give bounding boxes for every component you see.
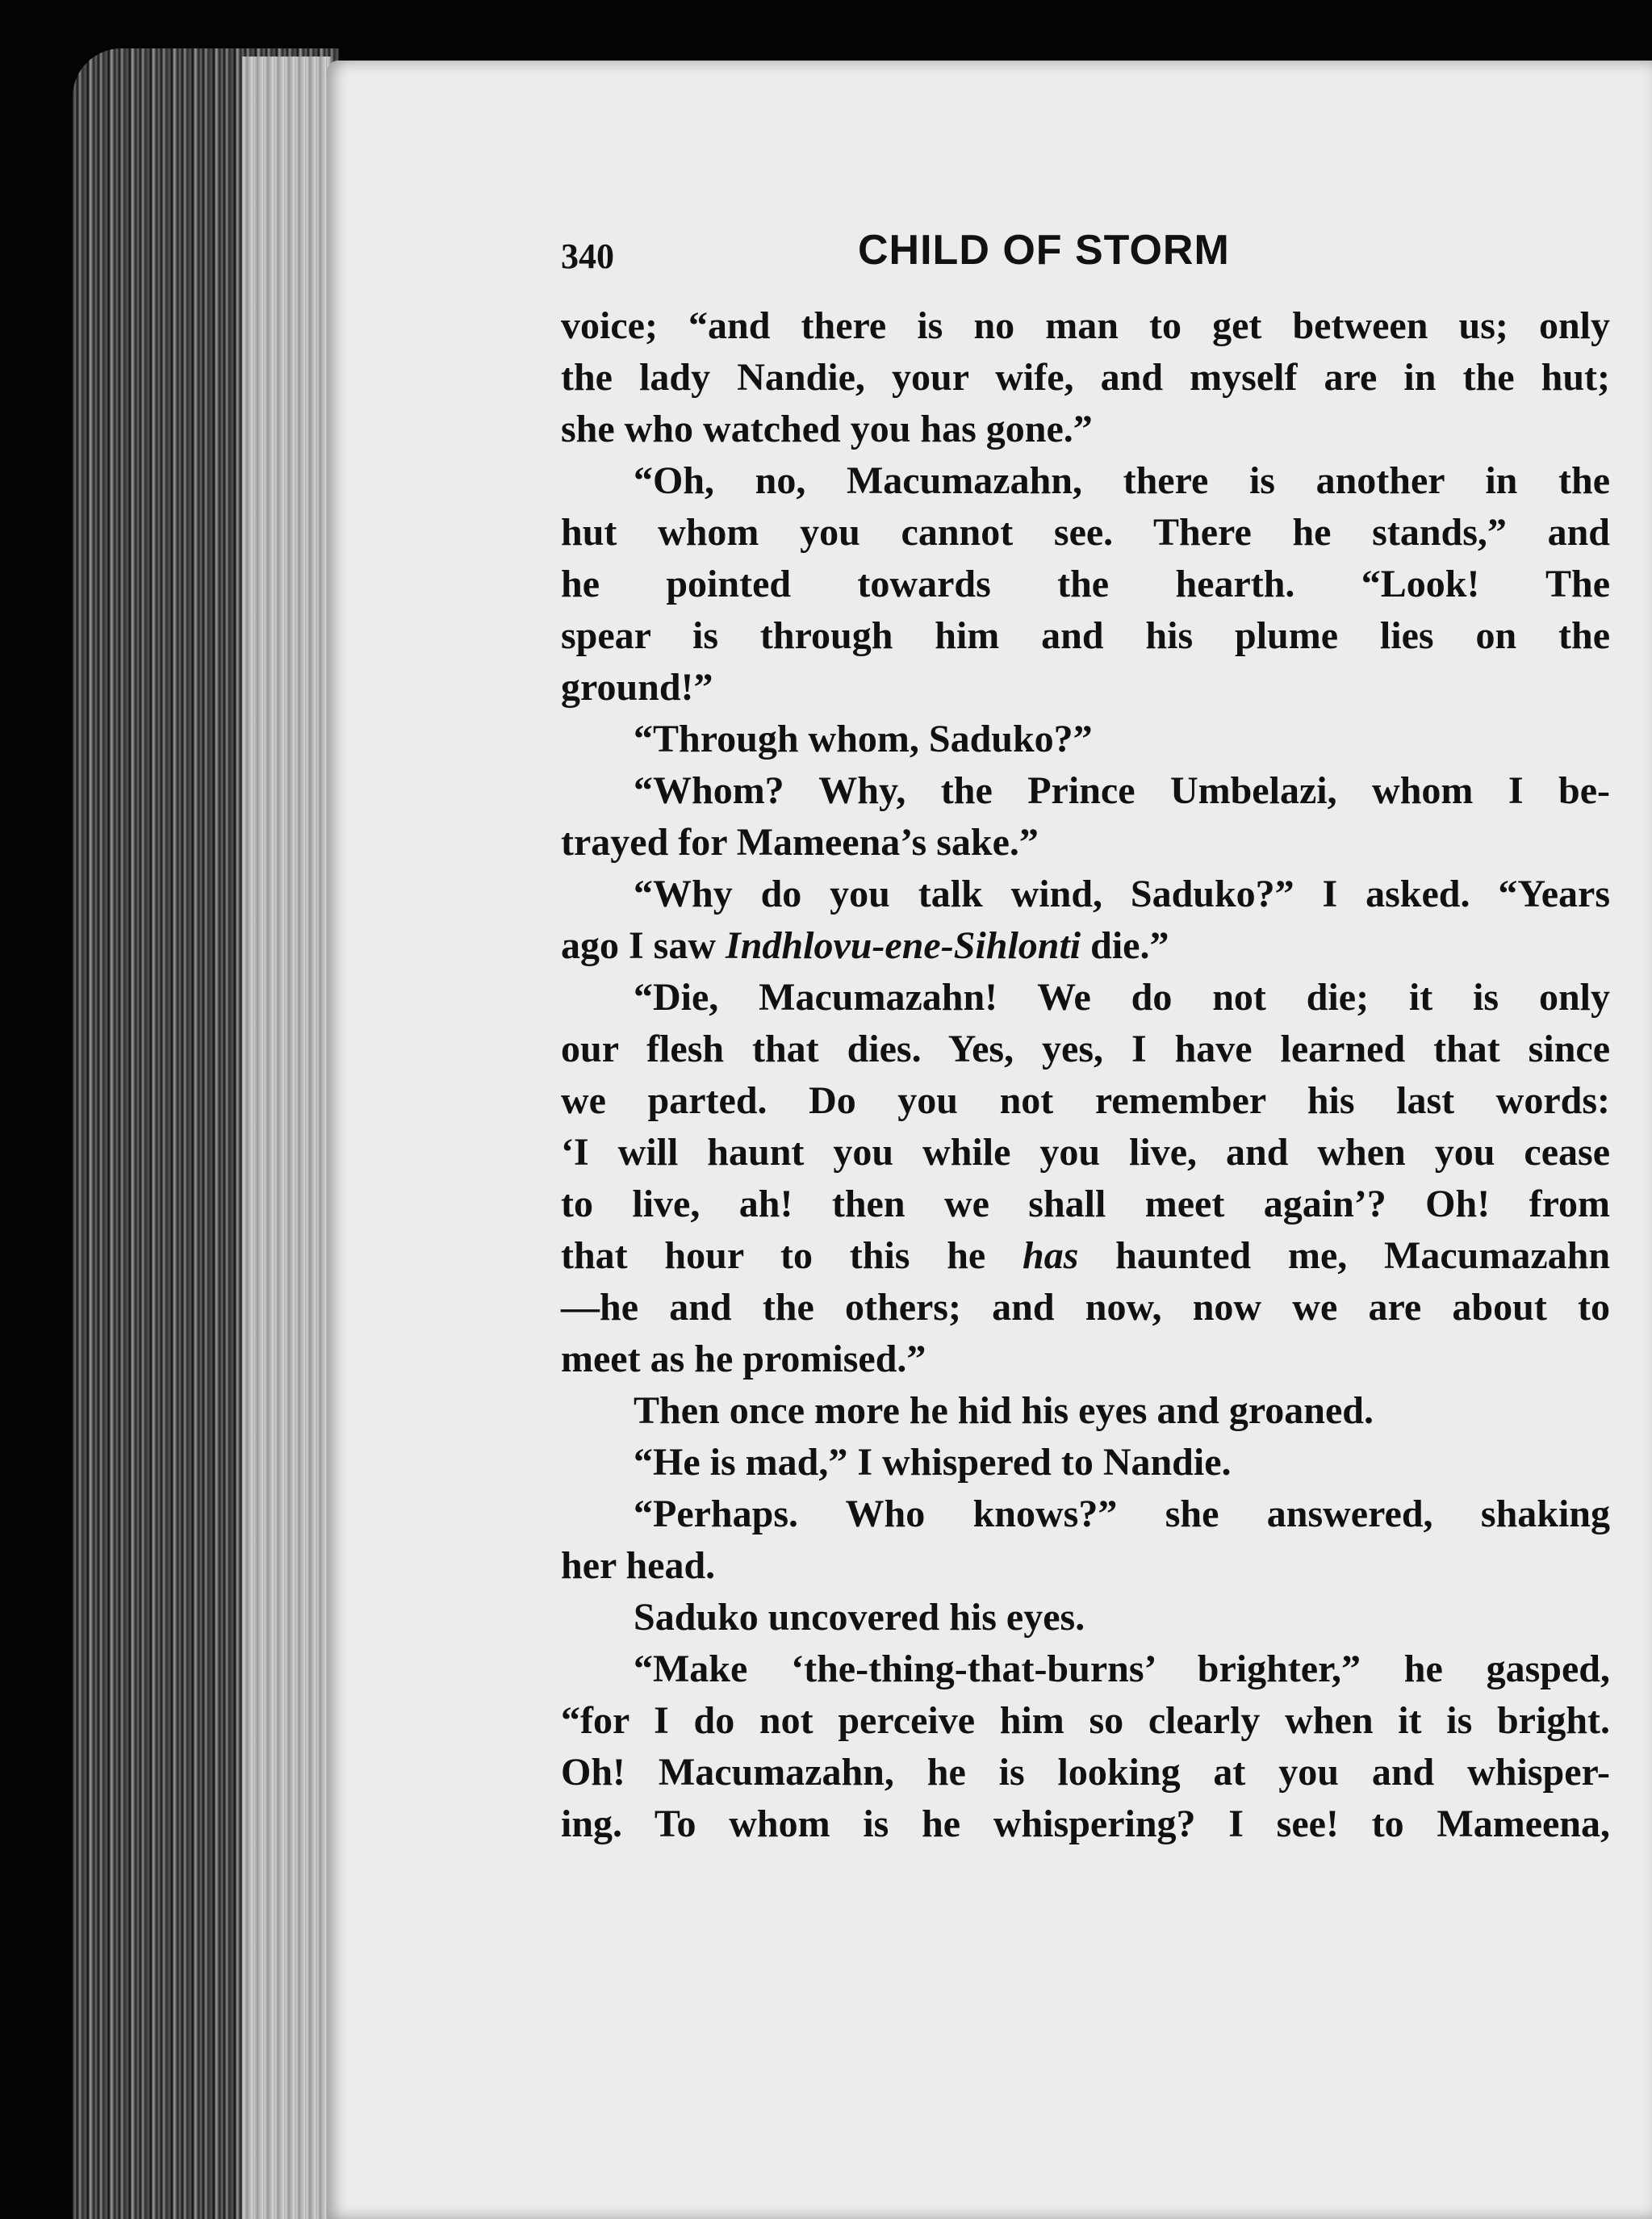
text-line: we parted. Do you not remember his last words: bbox=[561, 1079, 1610, 1122]
text-line: “Die, Macumazahn! We do not die; it is only bbox=[634, 976, 1610, 1019]
text-line: ing. To whom is he whispering? I see! to Mameena, bbox=[561, 1802, 1610, 1845]
text-line: “Perhaps. Who knows?” she answered, shaking bbox=[634, 1493, 1610, 1535]
page-header bbox=[561, 226, 1303, 299]
book-page-edges-highlight bbox=[242, 57, 331, 2219]
text-line: meet as he promised.” bbox=[561, 1338, 926, 1380]
text-line: ago I saw Indhlovu-ene-Sihlonti die.” bbox=[561, 924, 1169, 967]
text-line: “Make ‘the-thing-that-burns’ brighter,” he gasped, bbox=[634, 1648, 1610, 1690]
text-line: —he and the others; and now, now we are about to bbox=[561, 1286, 1610, 1329]
text-line: “for I do not perceive him so clearly when it is bright. bbox=[561, 1699, 1610, 1742]
text-line: the lady Nandie, your wife, and myself are in the hut; bbox=[561, 356, 1610, 399]
text-line: Oh! Macumazahn, he is looking at you and whisper- bbox=[561, 1751, 1610, 1794]
text-line: spear is through him and his plume lies on the bbox=[561, 614, 1610, 657]
text-line: Then once more he hid his eyes and groaned. bbox=[634, 1389, 1374, 1432]
text-line: she who watched you has gone.” bbox=[561, 408, 1093, 450]
text-line: “He is mad,” I whispered to Nandie. bbox=[634, 1441, 1232, 1484]
text-line: “Oh, no, Macumazahn, there is another in the bbox=[634, 459, 1610, 502]
text-line: ground!” bbox=[561, 666, 713, 709]
text-line: voice; “and there is no man to get between us; only bbox=[561, 304, 1610, 347]
text-line: ‘I will haunt you while you live, and when you cease bbox=[561, 1131, 1610, 1174]
running-title: CHILD OF STORM bbox=[858, 227, 1230, 274]
text-line: “Whom? Why, the Prince Umbelazi, whom I be- bbox=[634, 769, 1610, 812]
text-line: to live, ah! then we shall meet again’? Oh! from bbox=[561, 1183, 1610, 1225]
text-line: Saduko uncovered his eyes. bbox=[634, 1596, 1085, 1639]
text-line: he pointed towards the hearth. “Look! The bbox=[561, 563, 1610, 605]
text-line: trayed for Mameena’s sake.” bbox=[561, 821, 1039, 864]
text-line: that hour to this he has haunted me, Macumazahn bbox=[561, 1234, 1611, 1277]
text-line: “Through whom, Saduko?” bbox=[634, 718, 1093, 760]
text-line: hut whom you cannot see. There he stands,” and bbox=[561, 511, 1610, 554]
text-line: our flesh that dies. Yes, yes, I have learned that since bbox=[561, 1028, 1610, 1070]
body-text bbox=[561, 300, 1610, 1850]
page-number: 340 bbox=[561, 237, 614, 276]
text-line: “Why do you talk wind, Saduko?” I asked. “Years bbox=[634, 873, 1610, 915]
text-line: her head. bbox=[561, 1544, 716, 1587]
